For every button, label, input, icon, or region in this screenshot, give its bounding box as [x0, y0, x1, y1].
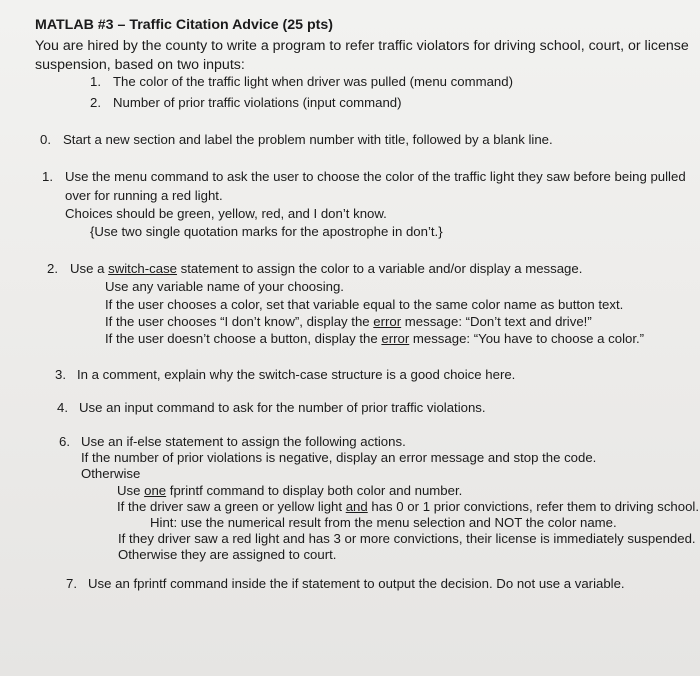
error-term-2: error [381, 331, 410, 346]
step-2-line-4-pre: If the user chooses “I don’t know”, display the [105, 314, 374, 329]
step-7-number: 7. [66, 576, 77, 591]
step-1-line-4: {Use two single quotation marks for the apostrophe in don’t.} [90, 224, 443, 239]
input-2-text: Number of prior traffic violations (input command) [113, 95, 402, 110]
step-2-number: 2. [47, 261, 58, 276]
step-6-line-5-post: has 0 or 1 prior convictions, refer them to driving school. [367, 499, 700, 514]
page-title: MATLAB #3 – Traffic Citation Advice (25 pts) [35, 17, 333, 33]
step-1-line-3: Choices should be green, yellow, red, and I don’t know. [65, 206, 387, 221]
step-2-line-1 [70, 261, 582, 277]
step-6-number: 6. [59, 434, 70, 449]
error-term-1: error [373, 314, 402, 329]
step-6-line-5-pre: If the driver saw a green or yellow light [117, 499, 346, 514]
input-2-number: 2. [90, 95, 101, 110]
step-1-line-1: Use the menu command to ask the user to choose the color of the traffic light they saw before being pulled [65, 169, 686, 184]
step-4-number: 4. [57, 400, 68, 415]
step-2-line-3: If the user chooses a color, set that variable equal to the same color name as button text. [105, 297, 624, 312]
switch-case-term: switch-case [108, 261, 178, 276]
intro-line-2: suspension, based on two inputs: [35, 57, 245, 73]
step-7-text: Use an fprintf command inside the if statement to output the decision. Do not use a variable. [88, 576, 625, 591]
step-6-hint: Hint: use the numerical result from the menu selection and NOT the color name. [150, 515, 617, 530]
step-6-line-8: Otherwise they are assigned to court. [118, 547, 337, 562]
step-6-line-4-post: fprintf command to display both color and number. [166, 483, 463, 498]
step-6-line-7: If they driver saw a red light and has 3 or more convictions, their license is immediately suspended. [118, 531, 696, 546]
step-2-line-5-post: message: “You have to choose a color.” [409, 331, 645, 346]
step-3-text: In a comment, explain why the switch-case structure is a good choice here. [77, 367, 516, 382]
step-2-line-2: Use any variable name of your choosing. [105, 279, 344, 294]
step-2-line-4 [105, 314, 592, 330]
step-2-line-5-pre: If the user doesn’t choose a button, display the [105, 331, 382, 346]
step-2-line-1-pre: Use a [70, 261, 109, 276]
step-0-number: 0. [40, 132, 51, 147]
step-6-line-4 [117, 483, 462, 499]
step-2-line-1-post: statement to assign the color to a variable and/or display a message. [177, 261, 583, 276]
step-6-line-4-pre: Use [117, 483, 145, 498]
step-1-line-2: over for running a red light. [65, 188, 223, 203]
step-1-number: 1. [42, 169, 53, 184]
step-0-text: Start a new section and label the problem number with title, followed by a blank line. [63, 132, 553, 147]
step-6-line-1: Use an if-else statement to assign the following actions. [81, 434, 406, 449]
step-3-number: 3. [55, 367, 66, 382]
intro-line-1: You are hired by the county to write a program to refer traffic violators for driving school, court, or license [35, 38, 689, 54]
step-6-line-2: If the number of prior violations is negative, display an error message and stop the code. [81, 450, 597, 465]
and-term: and [345, 499, 368, 514]
step-6-line-5 [117, 499, 699, 515]
step-4-text: Use an input command to ask for the number of prior traffic violations. [79, 400, 486, 415]
step-2-line-5 [105, 331, 644, 347]
one-term: one [144, 483, 167, 498]
step-6-line-3: Otherwise [81, 466, 141, 481]
input-1-number: 1. [90, 74, 101, 89]
input-1-text: The color of the traffic light when driver was pulled (menu command) [113, 74, 513, 89]
step-2-line-4-post: message: “Don’t text and drive!” [401, 314, 592, 329]
